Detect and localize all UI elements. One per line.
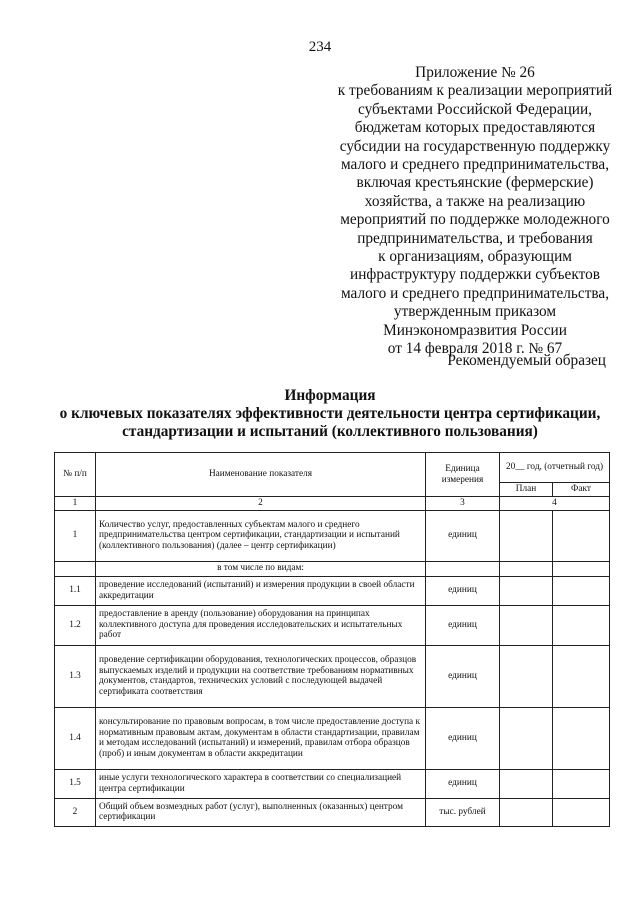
row-unit (426, 561, 500, 576)
appendix-line: включая крестьянские (фермерские) (356, 174, 594, 192)
table-row (55, 707, 610, 769)
appendix-line: малого и среднего предпринимательства, (340, 284, 610, 302)
table-row (55, 645, 610, 707)
row-num: 1.2 (55, 605, 96, 645)
row-name: Общий объем возмездных работ (услуг), выполненных (оказанных) центром сертификации (96, 798, 426, 826)
column-number: 1 (55, 497, 96, 511)
row-subheader: в том числе по видам: (96, 561, 426, 576)
title-line: о ключевых показателях эффективности деятельности центра сертификации, (59, 405, 601, 422)
column-number: 2 (96, 497, 426, 511)
plan-cell (500, 561, 553, 576)
column-number: 4 (500, 497, 610, 511)
fact-cell (553, 645, 610, 707)
table-row (55, 798, 610, 826)
appendix-line: бюджетам которых предоставляются (354, 119, 596, 137)
appendix-line: субъектами Российской Федерации, (358, 100, 592, 118)
appendix-line: инфраструктуру поддержки субъектов (350, 266, 600, 284)
row-unit: единиц (426, 645, 500, 707)
column-number: 3 (426, 497, 500, 511)
header-year: 20__ год, (отчетный год) (500, 453, 610, 483)
sample-label: Рекомендуемый образец (447, 352, 606, 369)
table-row (55, 561, 610, 576)
appendix-line: утвержденным приказом (393, 303, 557, 321)
row-unit: единиц (426, 605, 500, 645)
row-num: 1.1 (55, 576, 96, 605)
row-name: Количество услуг, предоставленных субъектам малого и среднего предпринимательства центром сертификации, стандартизации и испытаний (коллективного пользования) (далее – центр сертификации) (96, 510, 426, 561)
row-num: 1.3 (55, 645, 96, 707)
plan-cell (500, 707, 553, 769)
header-unit: Единица измерения (426, 453, 500, 497)
row-unit: единиц (426, 707, 500, 769)
table-row (55, 576, 610, 605)
row-name: проведение исследований (испытаний) и измерения продукции в своей области аккредитации (96, 576, 426, 605)
appendix-line: к требованиям к реализации мероприятий (337, 82, 613, 100)
row-name: иные услуги технологического характера в соответствии со специализацией центра сертификации (96, 769, 426, 798)
header-num: № п/п (55, 453, 96, 497)
row-unit: единиц (426, 510, 500, 561)
row-unit: тыс. рублей (426, 798, 500, 826)
title-line: стандартизации и испытаний (коллективного пользования) (122, 423, 538, 440)
plan-cell (500, 510, 553, 561)
document-title (0, 387, 640, 441)
fact-cell (553, 605, 610, 645)
row-name: проведение сертификации оборудования, технологических процессов, образцов выпускаемых изделий и продукции на соответствие требованиям нормативных документов, стандартов, технических условий с последующей выдачей сертификата соответствия (96, 645, 426, 707)
table-row (55, 510, 610, 561)
row-num: 1.4 (55, 707, 96, 769)
plan-cell (500, 769, 553, 798)
row-unit: единиц (426, 576, 500, 605)
plan-cell (500, 576, 553, 605)
appendix-line: Приложение № 26 (415, 64, 535, 81)
indicators-table (54, 452, 610, 827)
page-number: 234 (308, 39, 332, 55)
fact-cell (553, 510, 610, 561)
plan-cell (500, 798, 553, 826)
appendix-line: малого и среднего предпринимательства, (340, 156, 610, 174)
plan-cell (500, 605, 553, 645)
header-plan: План (500, 483, 553, 497)
table-row (55, 769, 610, 798)
appendix-line: предпринимательства, и требования (357, 229, 593, 247)
row-num: 1 (55, 510, 96, 561)
plan-cell (500, 645, 553, 707)
appendix-line: Минэкономразвития России (383, 321, 567, 339)
fact-cell (553, 769, 610, 798)
fact-cell (553, 576, 610, 605)
row-name: консультирование по правовым вопросам, в том числе предоставление доступа к нормативным правовым актам, документам в области стандартизации, правилам и методам исследований (испытаний) и измерений, правилам отбора образцов (проб) и иным документам в области аккредитации (96, 707, 426, 769)
row-num: 1.5 (55, 769, 96, 798)
fact-cell (553, 707, 610, 769)
table-row (55, 605, 610, 645)
row-num (55, 561, 96, 576)
appendix-note (300, 64, 640, 359)
appendix-line: субсидии на государственную поддержку (339, 137, 611, 155)
appendix-line: хозяйства, а также на реализацию (364, 192, 586, 210)
fact-cell (553, 798, 610, 826)
title-line: Информация (284, 387, 376, 404)
appendix-line: к организациям, образующим (378, 248, 572, 266)
appendix-line: мероприятий по поддержке молодежного (340, 211, 610, 229)
header-fact: Факт (553, 483, 610, 497)
appendix-line: от 14 февраля 2018 г. № 67 (387, 340, 563, 358)
row-name: предоставление в аренду (пользование) оборудования на принципах коллективного доступа для проведения исследовательских и испытательных работ (96, 605, 426, 645)
row-num: 2 (55, 798, 96, 826)
row-unit: единиц (426, 769, 500, 798)
header-name: Наименование показателя (96, 453, 426, 497)
fact-cell (553, 561, 610, 576)
